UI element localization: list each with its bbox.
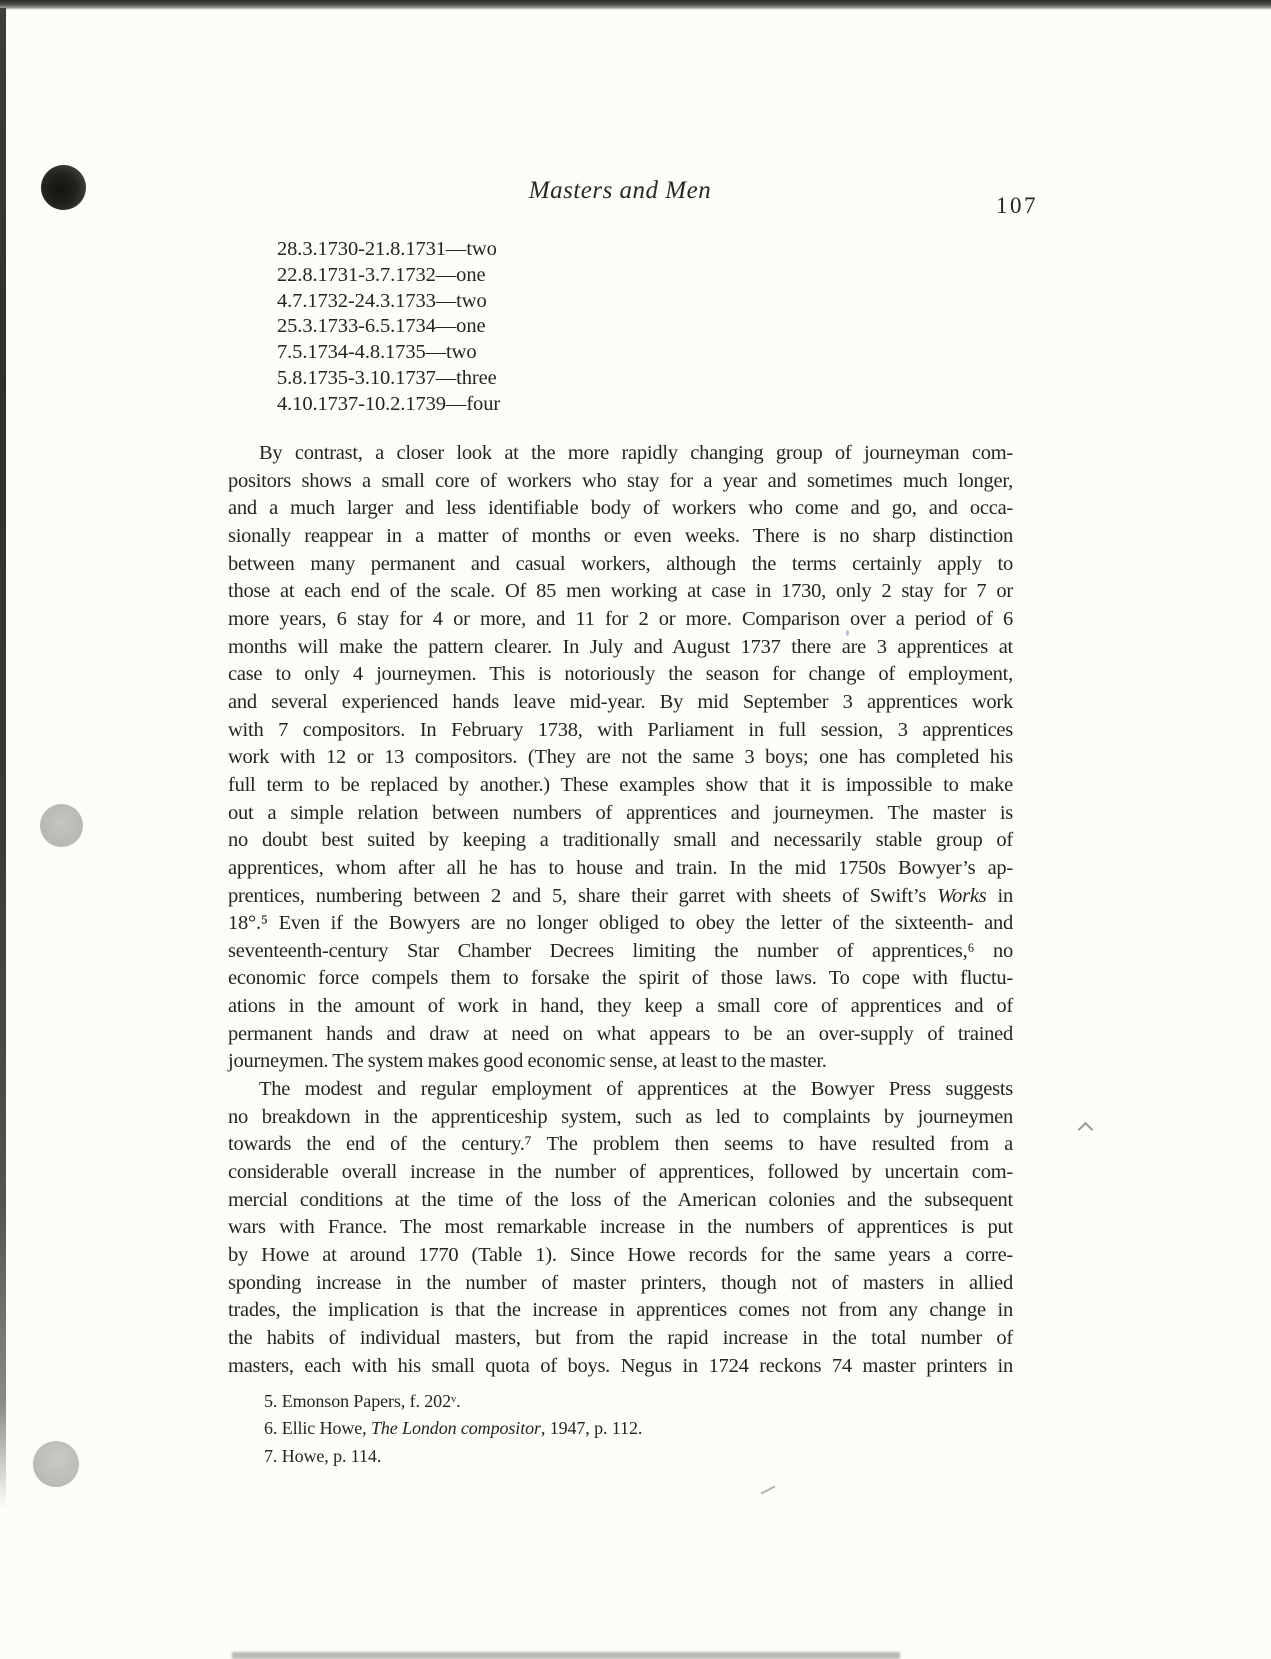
text-line: and several experienced hands leave mid-year. By mid September 3 apprentices work (228, 690, 1013, 713)
body-text (228, 440, 1013, 1380)
hole-punch-middle (40, 804, 83, 847)
text-line: 18°.⁵ Even if the Bowyers are no longer obliged to obey the letter of the sixteenth- and (228, 912, 1013, 935)
text-line: The modest and regular employment of apprentices at the Bowyer Press suggests (259, 1078, 1013, 1101)
text-line: more years, 6 stay for 4 or more, and 11 for 2 or more. Comparison over a period of 6 (228, 607, 1013, 630)
text-line: By contrast, a closer look at the more rapidly changing group of journeyman com- (259, 442, 1013, 464)
interval-line: 4.7.1732-24.3.1733—two (277, 289, 487, 312)
interval-line: 28.3.1730-21.8.1731—two (277, 238, 497, 260)
interval-line: 7.5.1734-4.8.1735—two (277, 341, 477, 364)
body-paragraph-2 (228, 1076, 1013, 1380)
pencil-mark (760, 1485, 775, 1494)
hole-punch-bottom (33, 1441, 79, 1487)
text-line: between many permanent and casual workers, although the terms certainly apply to (228, 552, 1013, 575)
text-line: out a simple relation between numbers of apprentices and journeymen. The master is (228, 801, 1013, 824)
text-line: journeymen. The system makes good economic sense, at least to the master. (228, 1050, 827, 1073)
scan-edge-top (0, 0, 1271, 10)
footnote (264, 1415, 642, 1442)
interval-line: 22.8.1731-3.7.1732—one (277, 263, 486, 286)
date-interval-list (277, 237, 500, 418)
text-line: sionally reappear in a matter of months or even weeks. There is no sharp distinction (228, 524, 1013, 547)
scan-edge-left (0, 8, 6, 1508)
interval-line: 4.10.1737-10.2.1739—four (277, 392, 501, 415)
text-line: no doubt best suited by keeping a traditionally small and necessarily stable group of (228, 829, 1013, 852)
text-line: wars with France. The most remarkable increase in the numbers of apprentices is put (228, 1216, 1013, 1239)
interval-line: 25.3.1733-6.5.1734—one (277, 315, 486, 338)
text-line: work with 12 or 13 compositors. (They are not the same 3 boys; one has completed his (228, 746, 1013, 769)
text-line: economic force compels them to forsake the spirit of those laws. To cope with fluctu- (228, 967, 1013, 990)
page-number: 107 (996, 193, 1038, 218)
text-line: case to only 4 journeymen. This is notoriously the season for change of employment, (228, 663, 1013, 686)
interval-line: 5.8.1735-3.10.1737—three (277, 366, 497, 389)
text-line: towards the end of the century.⁷ The problem then seems to have resulted from a (228, 1133, 1013, 1156)
text-line: sponding increase in the number of master printers, though not of masters in allied (228, 1271, 1013, 1294)
running-title: Masters and Men (528, 177, 712, 204)
footnote: 5. Emonson Papers, f. 202ᵛ. (264, 1391, 461, 1411)
text-line: those at each end of the scale. Of 85 men working at case in 1730, only 2 stay for 7 or (228, 580, 1013, 603)
text-line: masters, each with his small quota of boys. Negus in 1724 reckons 74 master printers in (228, 1354, 1013, 1377)
footnote: 7. Howe, p. 114. (264, 1445, 382, 1466)
text-line: apprentices, whom after all he has to house and train. In the mid 1750s Bowyer’s ap- (228, 856, 1013, 879)
text-line: permanent hands and draw at need on what appears to be an over-supply of trained (228, 1022, 1013, 1045)
text-line: considerable overall increase in the number of apprentices, followed by uncertain com- (228, 1161, 1013, 1184)
text-line (228, 883, 1013, 911)
text-segment: prentices, numbering between 2 and 5, share their garret with sheets of Swift’s (228, 884, 938, 907)
text-line: no breakdown in the apprenticeship system, such as led to complaints by journeymen (228, 1105, 1013, 1128)
hole-punch-top (41, 165, 86, 210)
body-paragraph-1 (228, 440, 1013, 1076)
text-line: by Howe at around 1770 (Table 1). Since Howe records for the same years a corre- (228, 1244, 1013, 1267)
text-line: full term to be replaced by another.) These examples show that it is impossible to make (228, 773, 1013, 796)
footnotes (264, 1388, 642, 1470)
text-line: ations in the amount of work in hand, they keep a small core of apprentices and of (228, 995, 1013, 1018)
scan-bar-bottom (232, 1652, 900, 1659)
text-line: trades, the implication is that the increase in apprentices comes not from any change in (228, 1299, 1013, 1322)
text-line: the habits of individual masters, but from the rapid increase in the total number of (228, 1327, 1013, 1349)
text-line: positors shows a small core of workers who stay for a year and sometimes much longer, (228, 469, 1013, 492)
text-line: seventeenth-century Star Chamber Decrees limiting the number of apprentices,⁶ no (228, 939, 1013, 962)
text-line: months will make the pattern clearer. In July and August 1737 there are 3 apprentices at (228, 635, 1013, 658)
margin-caret-mark (1078, 1122, 1094, 1138)
text-segment: , 1947, p. 112. (540, 1418, 643, 1439)
text-line: and a much larger and less identifiable body of workers who come and go, and occa- (228, 497, 1013, 520)
text-line: mercial conditions at the time of the loss of the American colonies and the subsequent (228, 1188, 1013, 1211)
text-line: with 7 compositors. In February 1738, with Parliament in full session, 3 apprentices (228, 718, 1013, 741)
text-segment: in (986, 884, 1013, 907)
swift-works-title: Works (937, 884, 987, 907)
footnote-book-title: The London compositor (370, 1418, 541, 1439)
text-segment: 6. Ellic Howe, (264, 1418, 371, 1439)
